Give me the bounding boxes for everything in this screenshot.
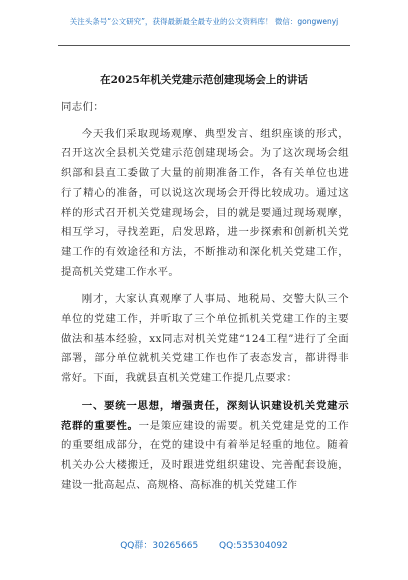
footer-contact bbox=[0, 538, 408, 551]
document-body bbox=[61, 98, 349, 503]
header-banner: 关注头条号“公文研究”，获得最新最全最专业的公文资料库！ 微信：gongwenyj bbox=[69, 17, 339, 26]
section-1-heading: 一、要统一思想，增强责任，深刻认识建设机关党建示范群的重要性。 bbox=[61, 399, 349, 432]
header-divider bbox=[58, 45, 350, 46]
document-title: 在2025年机关党建示范创建现场会上的讲话 bbox=[100, 74, 308, 86]
section-1 bbox=[61, 397, 349, 496]
salutation: 同志们： bbox=[61, 101, 104, 113]
footer-qq: QQ:535304092 bbox=[219, 541, 288, 551]
section-1-text: 一是策应建设的需要。机关党建是党的工作的重要组成部分，在党的建设中有着举足轻重的地位。随着机关办公大楼搬迁，及时跟进党组织建设、完善配套设施，建设一批高起点、高规格、高标准的机关党建工作 bbox=[61, 419, 349, 491]
paragraph-review: 刚才，大家认真观摩了人事局、地税局、交警大队三个单位的党建工作，并听取了三个单位抓机关党建工作的主要做法和基本经验，xx同志对机关党建“124工程”进行了全面部署，部分单位就机关党建工作也作了表态发言，都讲得非常好。下面，我就县直机关党建工作提几点要求： bbox=[61, 293, 349, 385]
footer-qq-group: QQ群：30265665 bbox=[120, 541, 199, 551]
paragraph-intro: 今天我们采取现场观摩、典型发言、组织座谈的形式，召开这次全县机关党建示范创建现场会。为了这次现场会组织部和县直工委做了大量的前期准备工作，各有关单位也进行了精心的准备，可以说这次现场会开得比较成功。通过这样的形式召开机关党建现场会，目的就是要通过现场观摩，相互学习，寻找差距，启发思路，进一步探索和创新机关党建工作的有效途径和方法，不断推动和深化机关党建工作，提高机关党建工作水平。 bbox=[61, 127, 349, 278]
